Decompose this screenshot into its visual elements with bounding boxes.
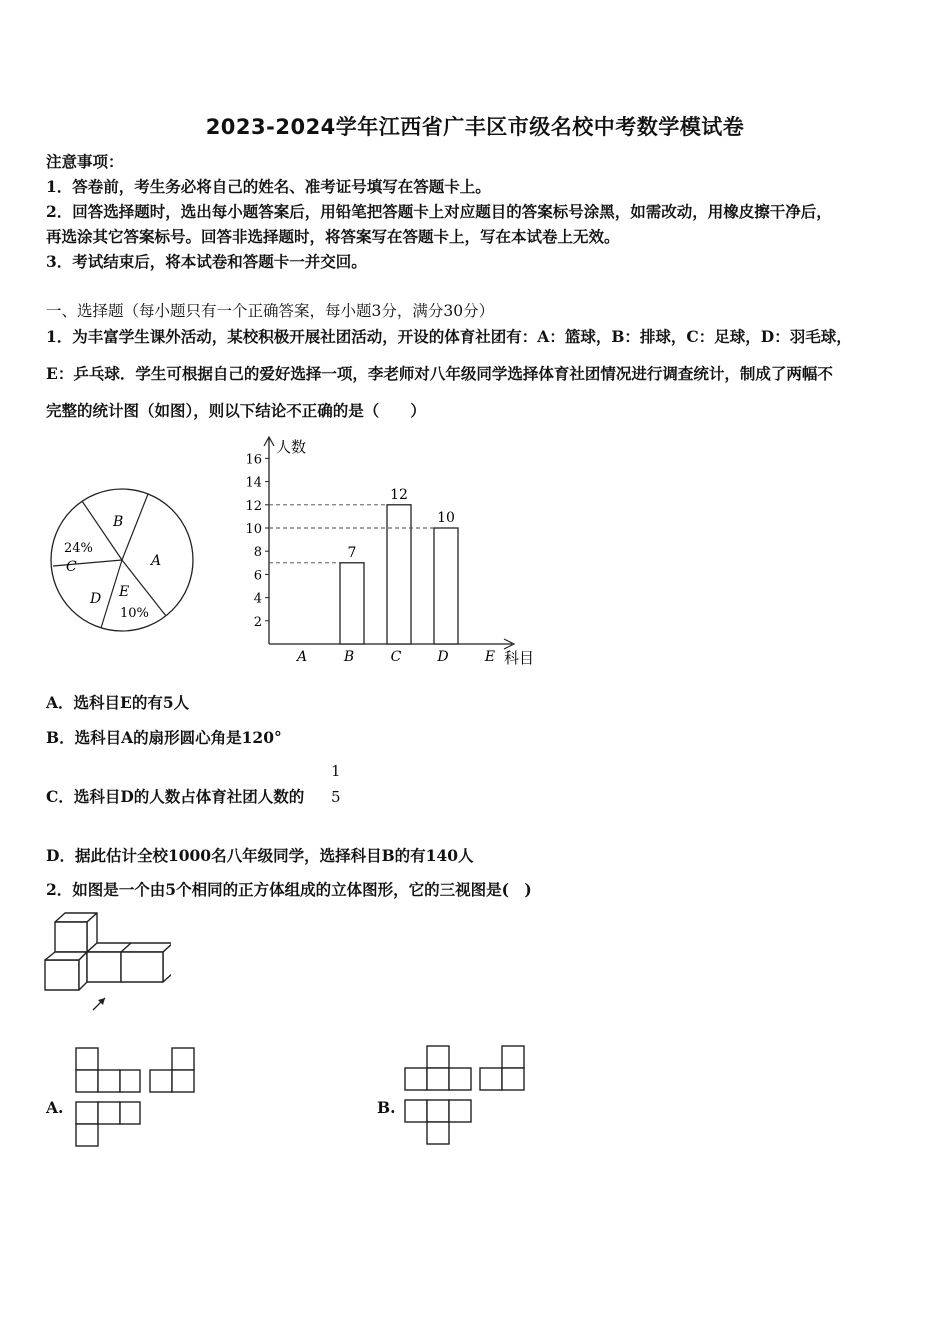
pie-chart [44, 478, 204, 643]
q2-option-a-label: A. [46, 1098, 64, 1117]
bar-C [387, 505, 411, 644]
y-tick-label: 4 [253, 591, 262, 607]
q2-option-b-views [402, 1042, 532, 1150]
x-tick-label: B [343, 649, 355, 665]
notice-item-2-line-2: 再选涂其它答案标号。回答非选择题时，将答案写在答题卡上，写在本试卷上无效。 [46, 227, 620, 246]
x-tick-label: C [390, 649, 402, 665]
q1-stem-line-2: E：乒乓球．学生可根据自己的爱好选择一项，李老师对八年级同学选择体育社团情况进行调查统计，制成了两幅不 [46, 364, 833, 383]
notice-item-1: 1．答卷前，考生务必将自己的姓名、准考证号填写在答题卡上。 [46, 177, 491, 196]
notice-item-2-line-1: 2．回答选择题时，选出每小题答案后，用铅笔把答题卡上对应题目的答案标号涂黑，如需改动，用橡皮擦干净后， [46, 202, 832, 221]
pie-label-e: E [119, 584, 130, 600]
bar-label-D: 10 [437, 510, 455, 526]
y-tick-label: 2 [253, 614, 262, 630]
q1-stem-line-3: 完整的统计图（如图），则以下结论不正确的是（ ） [46, 401, 426, 420]
x-tick-label: A [296, 649, 308, 665]
q1-stem-line-1: 1．为丰富学生课外活动，某校积极开展社团活动，开设的体育社团有：A：篮球，B：排球，C：足球，D：羽毛球， [46, 327, 852, 346]
y-tick-label: 8 [253, 545, 262, 561]
bar-label-C: 12 [390, 486, 408, 503]
q2-option-b-label: B. [377, 1098, 396, 1117]
bar-chart [238, 432, 543, 672]
q1-option-c-fraction-den: 5 [331, 788, 341, 806]
bottom-cube-right [121, 952, 163, 982]
y-tick-label: 14 [245, 475, 262, 491]
q1-option-b: B．选科目A的扇形圆心角是120° [46, 728, 282, 747]
pie-label-a: A [151, 553, 162, 569]
x-axis-label: 科目 [504, 649, 535, 667]
pie-label-b: B [113, 514, 124, 530]
q1-option-a: A．选科目E的有5人 [46, 693, 190, 712]
pie-label-c: C [66, 559, 77, 575]
pie-label-e-pct: 10% [120, 606, 149, 621]
q1-option-c-fraction-num: 1 [331, 762, 341, 780]
front-cube-left [45, 960, 79, 990]
notice-heading: 注意事项： [46, 152, 124, 171]
pie-divider-cd [53, 560, 122, 566]
pie-label-c-pct: 24% [64, 541, 93, 556]
pie-label-d: D [90, 591, 102, 607]
q1-option-d: D．据此估计全校1000名八年级同学，选择科目B的有140人 [46, 846, 474, 865]
bottom-cube-mid [87, 952, 121, 982]
q2-option-a-views [72, 1042, 202, 1150]
q1-option-c: C．选科目D的人数占体育社团人数的 [46, 787, 305, 806]
q2-stem: 2．如图是一个由5个相同的正方体组成的立体图形，它的三视图是( ) [46, 880, 532, 899]
y-tick-label: 16 [245, 452, 262, 468]
top-cube-front-face [55, 922, 87, 952]
page-title: 2023-2024学年江西省广丰区市级名校中考数学模试卷 [205, 115, 745, 139]
y-tick-label: 10 [245, 522, 262, 537]
section-heading: 一、选择题（每小题只有一个正确答案，每小题3分，满分30分） [46, 302, 495, 320]
y-tick-label: 12 [245, 498, 262, 514]
x-tick-label: D [437, 649, 449, 665]
notice-item-3: 3．考试结束后，将本试卷和答题卡一并交回。 [46, 252, 367, 271]
x-tick-label: E [484, 649, 496, 665]
bar-D [434, 528, 458, 644]
pie-divider-ab [122, 494, 148, 560]
bar-label-B: 7 [347, 544, 357, 561]
cube-figure [43, 910, 171, 1018]
y-axis-label: 人数 [276, 438, 307, 456]
bar-B [340, 563, 364, 644]
y-tick-label: 6 [253, 568, 262, 584]
